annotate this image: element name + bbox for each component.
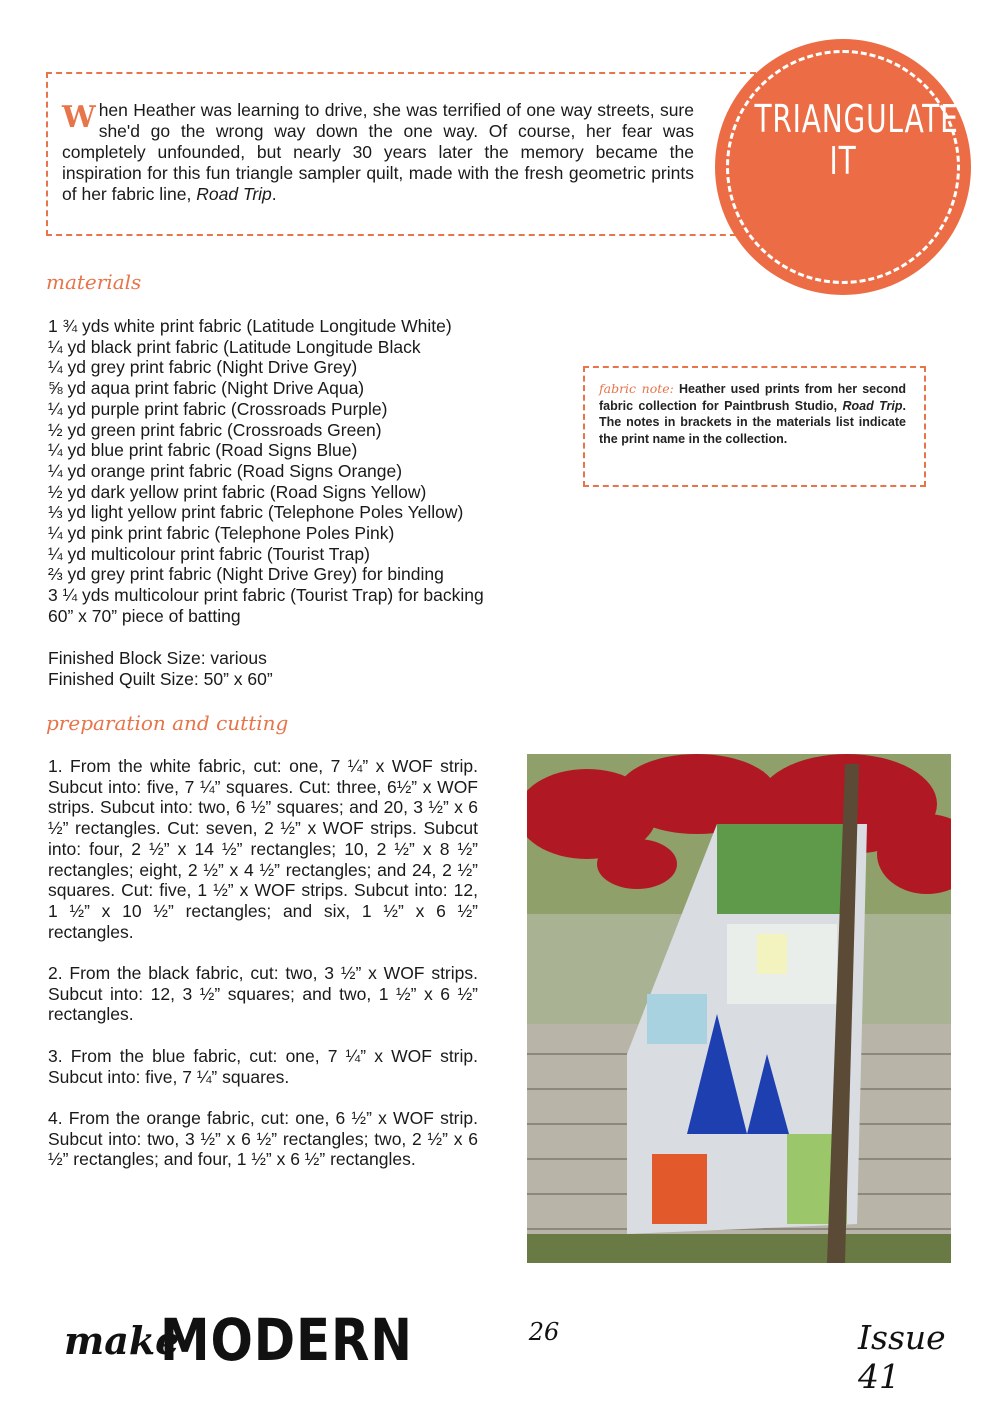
issue-number: Issue 41 <box>858 1318 946 1396</box>
material-item: ¼ yd purple print fabric (Crossroads Purple) <box>48 398 388 419</box>
pattern-title: TRIANGULATE IT <box>754 97 959 183</box>
material-item: ⅔ yd grey print fabric (Night Drive Grey) for binding <box>48 564 444 585</box>
intro-text: hen Heather was learning to drive, she was terrified of one way streets, sure she'd go the wrong way down the one way. Of course, her fear was completely unfounded, but nearly 30 years later the memory became the inspiration for this fun triangle sampler quilt, made with the fresh geometric prints of her fabric line, <box>62 100 694 204</box>
logo-make: make <box>64 1318 180 1363</box>
material-item: ⅝ yd aqua print fabric (Night Drive Aqua) <box>48 378 365 399</box>
materials-heading: materials <box>46 270 142 294</box>
material-item: ¼ yd grey print fabric (Night Drive Grey) <box>48 357 358 378</box>
material-item: 1 ¾ yds white print fabric (Latitude Longitude White) <box>48 316 452 336</box>
cutting-step: 4. From the orange fabric, cut: one, 6 ½” x WOF strip. Subcut into: two, 3 ½” x 6 ½” rectangles; two, 2 ½” x 6 ½” rectangles; and four, 1 ½” x 6 ½” rectangles. <box>48 1107 478 1170</box>
fabric-note <box>599 381 906 447</box>
intro-paragraph <box>62 100 694 205</box>
material-item: ½ yd dark yellow print fabric (Road Signs Yellow) <box>48 481 427 502</box>
cutting-step: 3. From the blue fabric, cut: one, 7 ¼” x WOF strip. Subcut into: five, 7 ¼” squares. <box>48 1045 478 1087</box>
fabric-note-collection: Road Trip <box>842 398 903 413</box>
block-size: Finished Block Size: various <box>48 648 267 668</box>
fabric-note-label: fabric note: <box>599 381 674 396</box>
material-item: ¼ yd blue print fabric (Road Signs Blue) <box>48 440 358 461</box>
fabric-line-name: Road Trip <box>196 184 272 204</box>
material-item: ⅓ yd light yellow print fabric (Telephone Poles Yellow) <box>48 502 464 523</box>
fabric-note-text-end: . The notes in brackets in the materials list indicate the print name in the collection. <box>599 398 906 446</box>
material-item: ¼ yd orange print fabric (Road Signs Orange) <box>48 460 403 481</box>
cutting-step: 1. From the white fabric, cut: one, 7 ¼” x WOF strip. Subcut into: five, 7 ¼” squares. Cut: three, 6½” x WOF strips. Subcut into: two, 6 ½” squares; and 20, 3 ½” x 6 ½” rectangles. Cut: seven, 2 ½” x WOF strips. Subcut into: four, 2 ½” x 14 ½” rectangles; 10, 2 ½” x 8 ½” rectangles; eight, 2 ½” x 4 ½” rectangles; and 24, 2 ½” squares. Cut: five, 1 ½” x WOF strips. Subcut into: 12, 1 ½” x 10 ½” rectangles; and six, 1 ½” x 6 ½” rectangles. <box>48 756 478 942</box>
quilt-size: Finished Quilt Size: 50” x 60” <box>48 668 273 689</box>
material-item: 60” x 70” piece of batting <box>48 605 241 626</box>
logo-modern: MODERN <box>160 1306 413 1374</box>
material-item: ¼ yd pink print fabric (Telephone Poles Pink) <box>48 523 395 544</box>
drop-cap: W <box>62 100 96 135</box>
cutting-step: 2. From the black fabric, cut: two, 3 ½” x WOF strips. Subcut into: 12, 3 ½” squares; and two, 1 ½” x 6 ½” rectangles. <box>48 963 478 1025</box>
fabric-note-text: Heather used prints from her second fabric collection for Paintbrush Studio, <box>599 382 906 413</box>
finished-sizes <box>48 648 273 689</box>
cutting-steps <box>48 756 478 1191</box>
material-item: 3 ¼ yds multicolour print fabric (Tourist Trap) for backing <box>48 585 484 606</box>
material-item: ½ yd green print fabric (Crossroads Green) <box>48 419 382 440</box>
prep-heading: preparation and cutting <box>46 711 289 735</box>
material-item: ¼ yd multicolour print fabric (Tourist Trap) <box>48 543 370 564</box>
materials-list <box>48 316 588 627</box>
quilt-photo <box>527 754 951 1263</box>
material-item: ¼ yd black print fabric (Latitude Longitude Black <box>48 336 421 357</box>
page-number: 26 <box>528 1318 560 1346</box>
intro-text-end: . <box>271 184 277 204</box>
